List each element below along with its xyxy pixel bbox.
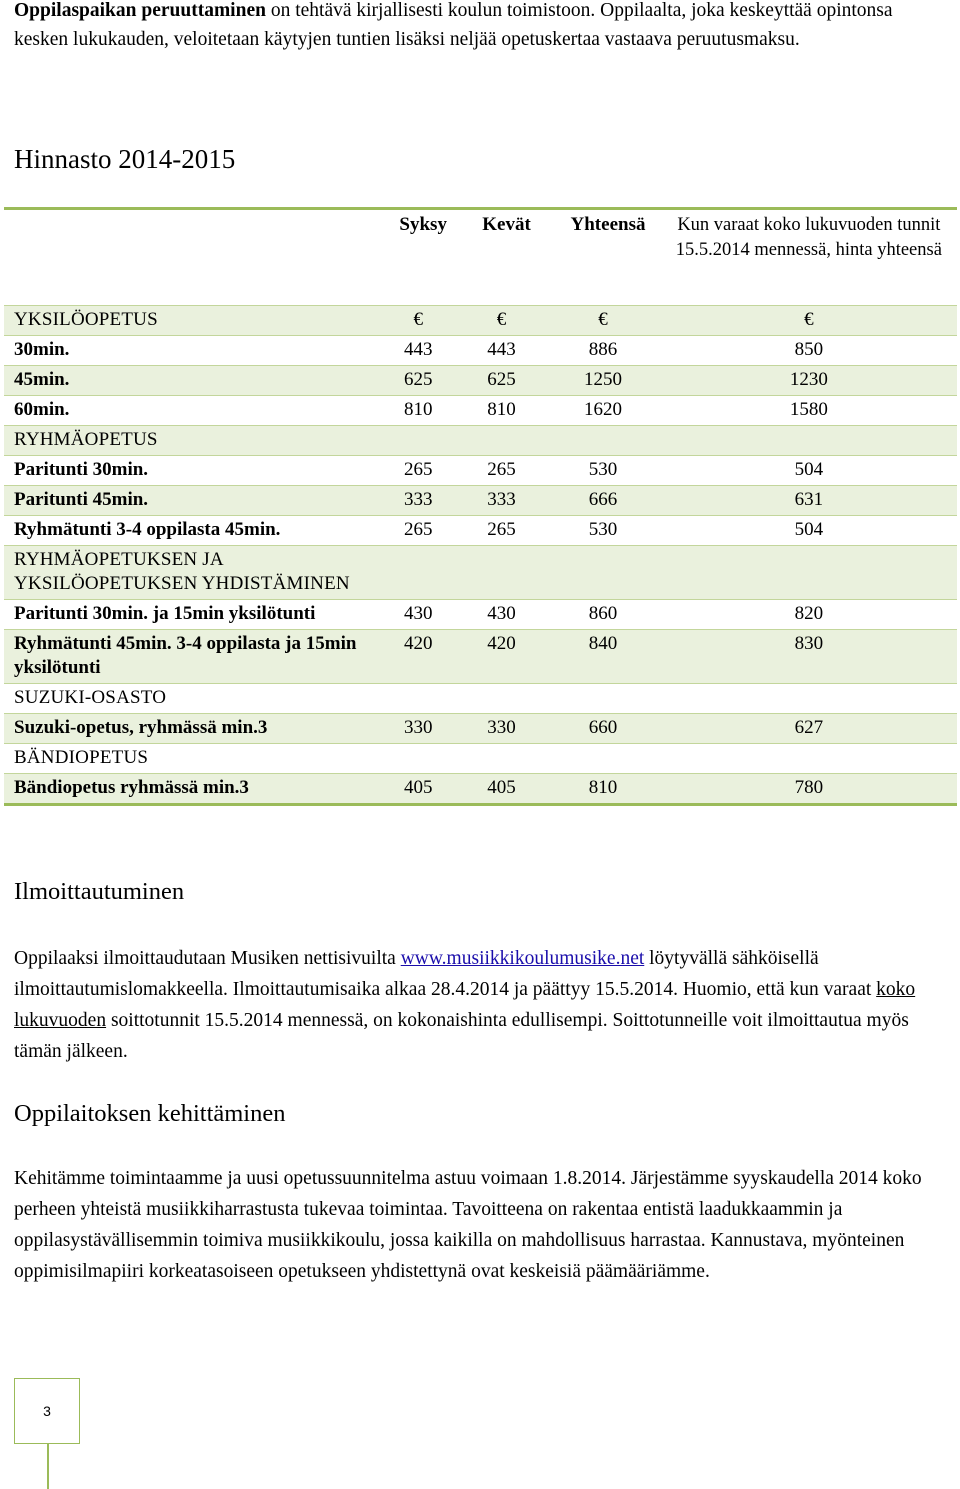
cell-early: 850 xyxy=(794,339,824,360)
price-row xyxy=(4,396,957,426)
section-row xyxy=(4,426,957,456)
row-label: Paritunti 30min. xyxy=(14,459,149,480)
cell-spring: € xyxy=(458,306,546,336)
intro-paragraph xyxy=(14,0,944,54)
cell-early: 1230 xyxy=(661,366,957,396)
price-row xyxy=(4,366,957,396)
section-row xyxy=(4,546,957,600)
cell-autumn: 443 xyxy=(403,339,433,360)
cell-autumn: 430 xyxy=(403,603,433,624)
price-row xyxy=(4,600,957,630)
registration-text-3: soittotunnit 15.5.2014 mennessä, on kokonaishinta edullisempi. Soittotunneille voit ilmoittautua myös tämän jälkeen. xyxy=(14,1010,909,1062)
cell-total xyxy=(545,744,660,774)
cell-spring: 443 xyxy=(487,339,516,360)
development-heading: Oppilaitoksen kehittäminen xyxy=(14,1100,286,1127)
cell-autumn: 265 xyxy=(403,519,433,540)
cell-spring: 265 xyxy=(487,519,516,540)
row-label: 45min. xyxy=(4,366,379,396)
cell-early: 504 xyxy=(794,459,824,480)
pricing-title: Hinnasto 2014-2015 xyxy=(14,144,236,174)
cell-early xyxy=(661,684,957,714)
registration-paragraph xyxy=(14,943,944,1067)
cell-total: 1620 xyxy=(584,399,622,420)
cell-early xyxy=(661,426,957,456)
row-label: Suzuki-opetus, ryhmässä min.3 xyxy=(4,714,379,744)
row-label: Paritunti 30min. ja 15min yksilötunti xyxy=(14,603,316,624)
cell-spring xyxy=(458,426,546,456)
header-total: Yhteensä xyxy=(570,214,646,235)
page-number-line xyxy=(47,1444,49,1489)
cell-total: 810 xyxy=(545,774,660,805)
cell-autumn xyxy=(379,684,458,714)
cell-total: 840 xyxy=(545,630,660,684)
cell-early: 820 xyxy=(794,603,824,624)
cell-early: 504 xyxy=(794,519,824,540)
price-row xyxy=(4,630,957,684)
row-label: Ryhmätunti 45min. 3-4 oppilasta ja 15min yksilötunti xyxy=(4,630,379,684)
cell-total: 666 xyxy=(545,486,660,516)
section-row xyxy=(4,744,957,774)
row-label: 60min. xyxy=(14,399,70,420)
cell-total: 1250 xyxy=(545,366,660,396)
cell-autumn: 330 xyxy=(379,714,458,744)
row-label: Paritunti 45min. xyxy=(4,486,379,516)
price-row xyxy=(4,486,957,516)
cell-autumn xyxy=(379,744,458,774)
cell-early xyxy=(661,744,957,774)
cell-autumn: 420 xyxy=(379,630,458,684)
cell-total xyxy=(545,684,660,714)
price-row xyxy=(4,714,957,744)
section-label: YKSILÖOPETUS xyxy=(4,306,379,336)
cell-total: 660 xyxy=(545,714,660,744)
section-label: RYHMÄOPETUS xyxy=(4,426,379,456)
cell-total xyxy=(545,426,660,456)
cell-early: 631 xyxy=(661,486,957,516)
section-label: BÄNDIOPETUS xyxy=(14,747,149,768)
registration-underlined: koko lukuvuoden xyxy=(14,979,916,1031)
cell-total: 530 xyxy=(588,519,618,540)
price-table-body xyxy=(4,306,957,805)
header-spring: Kevät xyxy=(482,214,531,235)
cell-total: 860 xyxy=(588,603,618,624)
cell-autumn: 265 xyxy=(403,459,433,480)
page-number: 3 xyxy=(43,1403,51,1419)
cell-early: € xyxy=(661,306,957,336)
cell-spring xyxy=(458,684,546,714)
cell-spring: 810 xyxy=(487,399,516,420)
row-label: Ryhmätunti 3-4 oppilasta 45min. xyxy=(14,519,281,540)
registration-text-2: löytyvällä sähköisellä ilmoittautumislomakkeella. Ilmoittautumisaika alkaa 28.4.2014 ja päättyy 15.5.2014. Huomio, että kun varaat xyxy=(14,948,877,1000)
section-label: SUZUKI-OSASTO xyxy=(14,687,167,708)
intro-text: on tehtävä kirjallisesti koulun toimistoon. Oppilaalta, joka keskeyttää opintonsa kesken lukukauden, veloitetaan käytyjen tuntien lisäksi neljää opetuskertaa vastaava peruutusmaksu. xyxy=(14,0,893,50)
price-row xyxy=(4,456,957,486)
website-link[interactable]: www.musiikkikoulumusike.net xyxy=(400,948,645,969)
cell-early: 780 xyxy=(661,774,957,805)
cell-early: 627 xyxy=(661,714,957,744)
price-row xyxy=(4,774,957,805)
cell-autumn: € xyxy=(379,306,458,336)
cell-spring: 333 xyxy=(458,486,546,516)
header-autumn: Syksy xyxy=(399,214,447,235)
cell-total: 886 xyxy=(588,339,618,360)
cell-early xyxy=(661,546,957,600)
section-label: RYHMÄOPETUKSEN JA YKSILÖOPETUKSEN YHDISTÄMINEN xyxy=(4,546,379,600)
price-row xyxy=(4,336,957,366)
cell-autumn xyxy=(379,426,458,456)
section-row xyxy=(4,684,957,714)
page-number-box xyxy=(14,1378,80,1444)
price-table xyxy=(4,207,957,806)
cell-total: 530 xyxy=(588,459,618,480)
cell-spring xyxy=(458,546,546,600)
header-blank xyxy=(4,209,379,306)
cell-early: 830 xyxy=(661,630,957,684)
price-row xyxy=(4,516,957,546)
header-early-booking: Kun varaat koko lukuvuoden tunnit 15.5.2014 mennessä, hinta yhteensä xyxy=(675,215,942,260)
development-paragraph: Kehitämme toimintaamme ja uusi opetussuunnitelma astuu voimaan 1.8.2014. Järjestämme syyskaudella 2014 koko perheen yhteistä musiikkiharrastusta tukevaa toimintaa. Tavoitteena on rakentaa entistä laadukkaammin ja oppilasystävällisemmin toimiva musiikkikoulu, jossa kaikilla on mahdollisuus harrastaa. Kannustava, myönteinen oppimisilmapiiri korkeatasoiseen opetukseen yhdistettynä ovat keskeisiä päämääriämme. xyxy=(14,1168,922,1282)
section-row xyxy=(4,306,957,336)
cell-autumn: 625 xyxy=(379,366,458,396)
cell-autumn: 333 xyxy=(379,486,458,516)
cell-spring: 420 xyxy=(458,630,546,684)
intro-bold: Oppilaspaikan peruuttaminen xyxy=(14,0,266,21)
registration-heading: Ilmoittautuminen xyxy=(14,878,185,905)
cell-spring: 265 xyxy=(487,459,516,480)
row-label: 30min. xyxy=(14,339,70,360)
cell-early: 1580 xyxy=(789,399,828,420)
cell-spring: 625 xyxy=(458,366,546,396)
cell-autumn: 810 xyxy=(403,399,433,420)
cell-spring xyxy=(458,744,546,774)
row-label: Bändiopetus ryhmässä min.3 xyxy=(4,774,379,805)
cell-total xyxy=(545,546,660,600)
cell-autumn xyxy=(379,546,458,600)
registration-text-1: Oppilaaksi ilmoittaudutaan Musiken nettisivuilta xyxy=(14,948,401,969)
cell-spring: 430 xyxy=(487,603,516,624)
cell-spring: 330 xyxy=(458,714,546,744)
cell-autumn: 405 xyxy=(379,774,458,805)
cell-total: € xyxy=(545,306,660,336)
cell-spring: 405 xyxy=(458,774,546,805)
